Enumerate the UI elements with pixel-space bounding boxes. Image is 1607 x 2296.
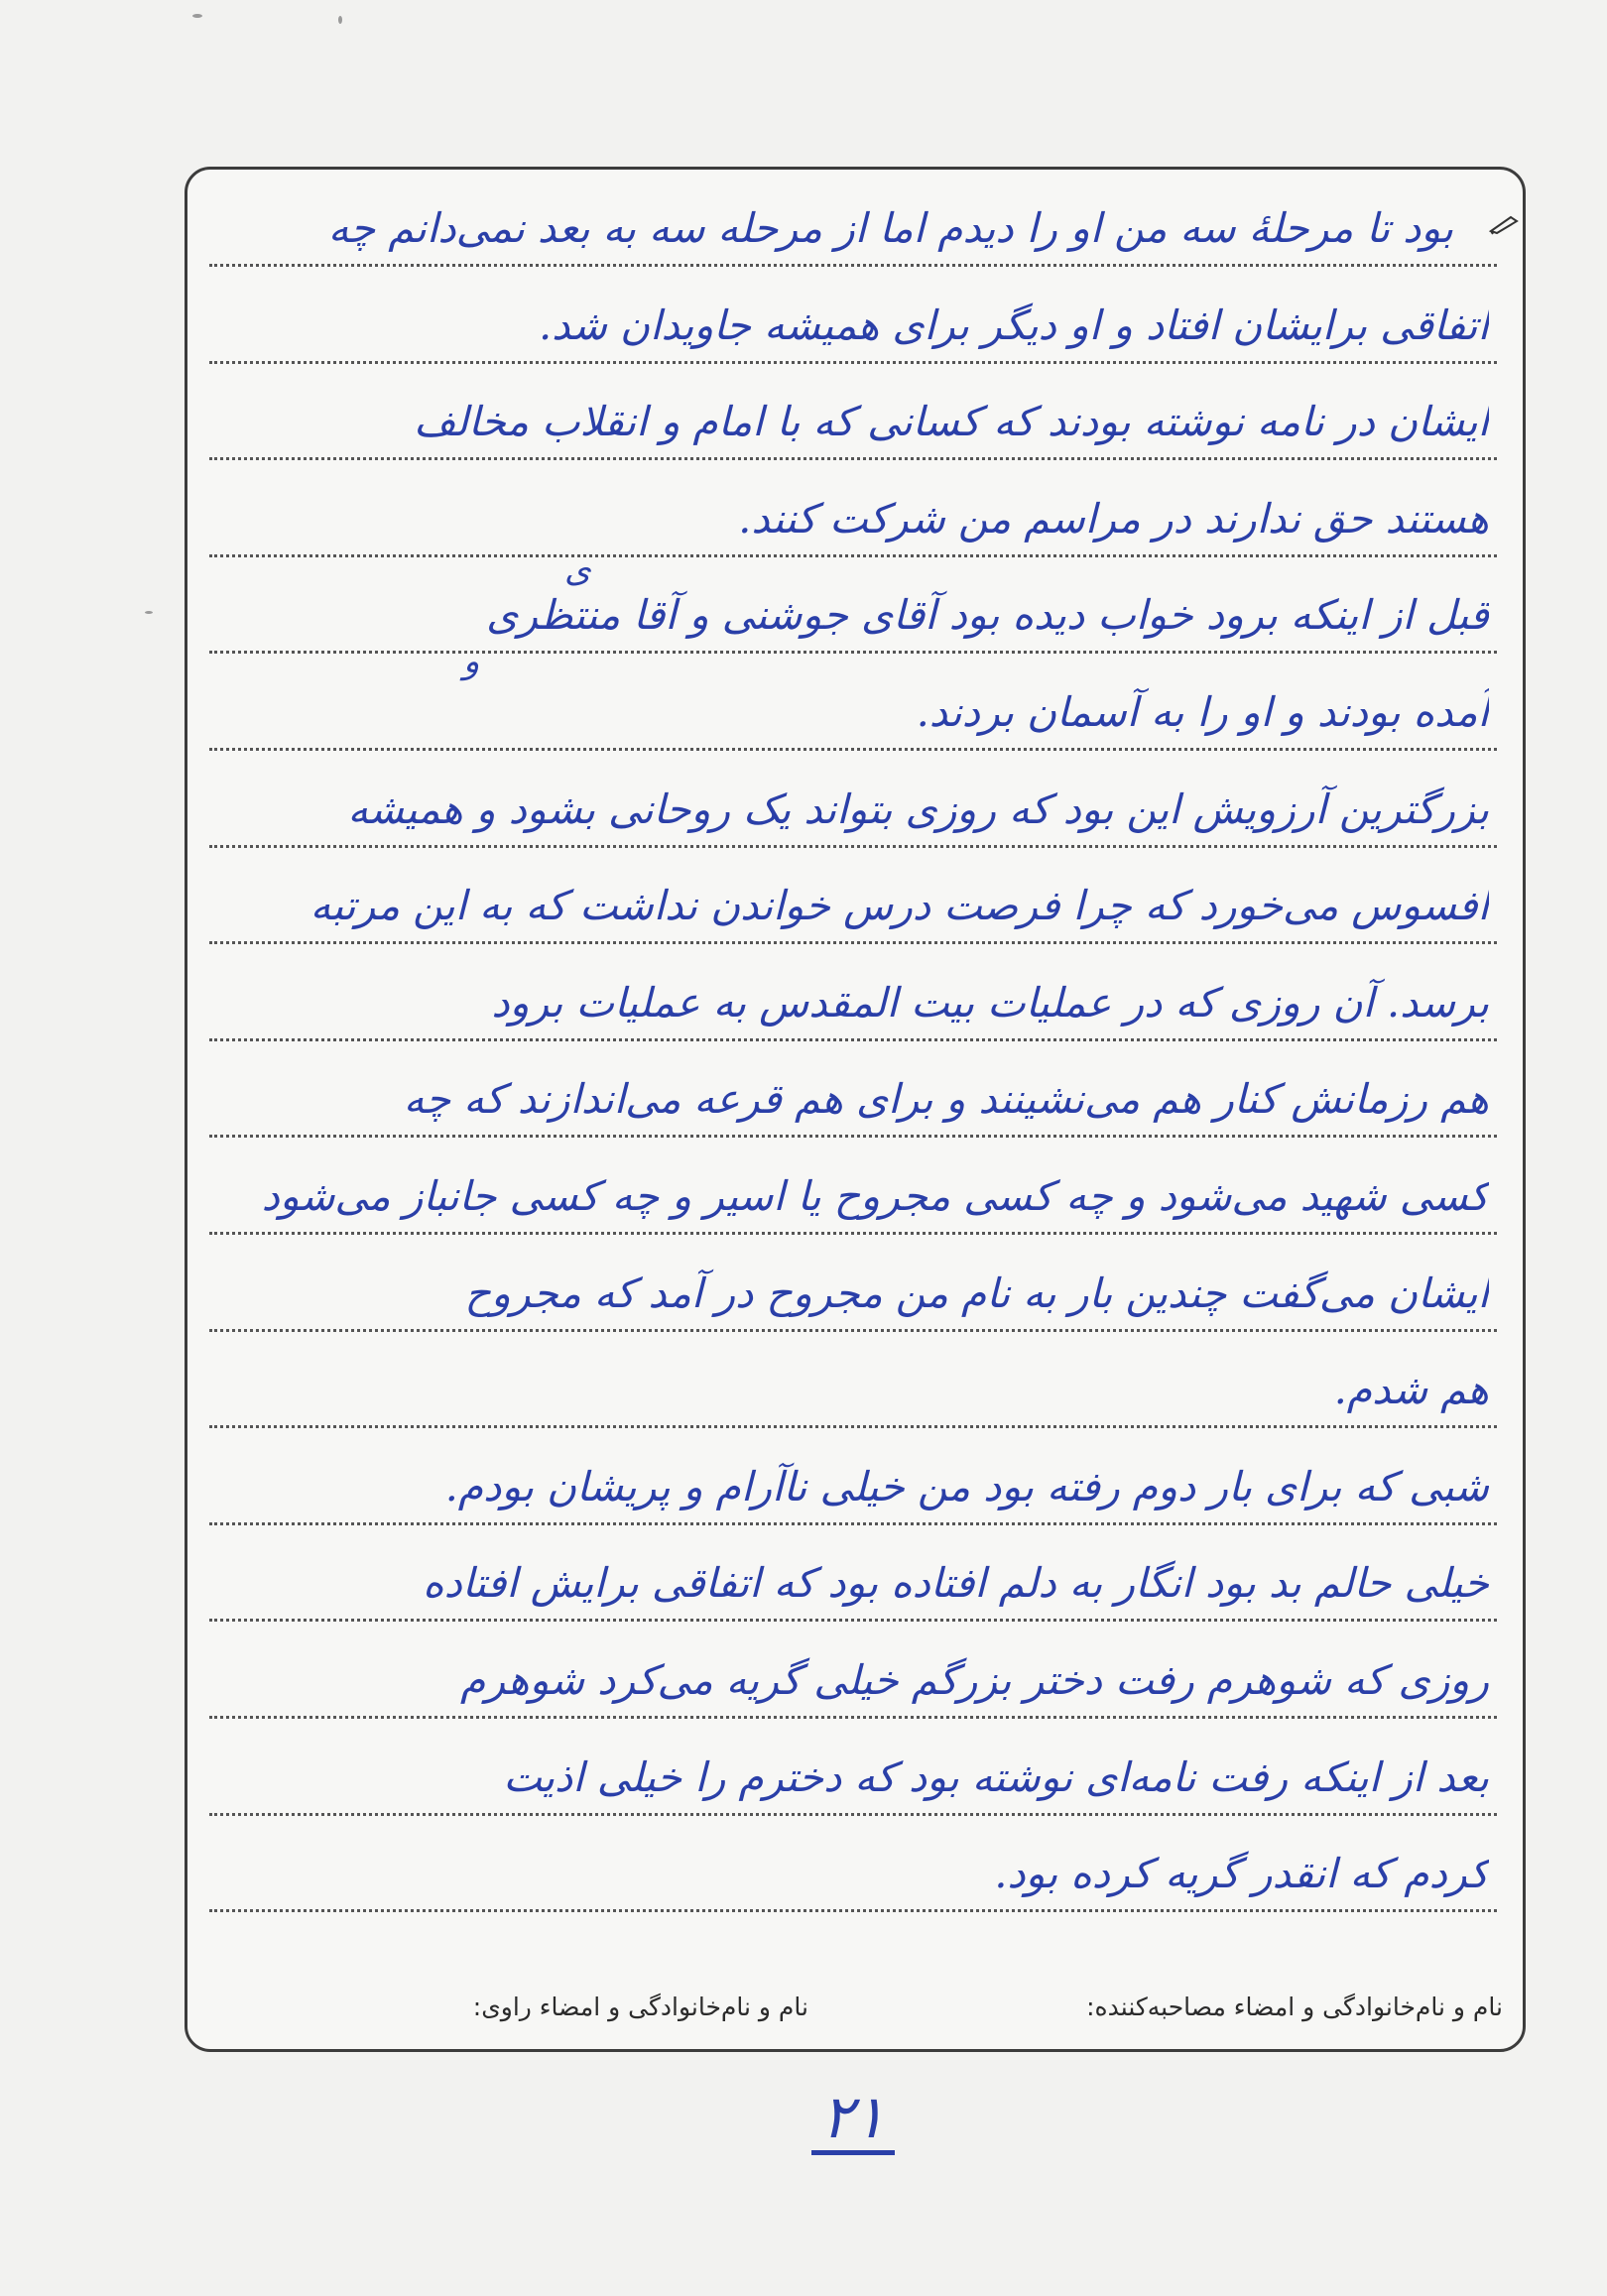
ruled-line (209, 1538, 1497, 1622)
ruled-line (209, 1054, 1497, 1138)
handwritten-line-text: برسد. آن روزی که در عملیات بیت المقدس به عملیات برود (491, 978, 1489, 1027)
ruled-line (209, 377, 1497, 460)
handwritten-line-text: ایشان می‌گفت چندین بار به نام من مجروح در آمد که مجروح (464, 1269, 1489, 1317)
ruled-line (209, 1635, 1497, 1719)
handwritten-line-text: هستند حق ندارند در مراسم من شرکت کنند. (738, 494, 1489, 543)
handwritten-line-text: هم شدم. (1333, 1366, 1489, 1414)
ruled-line (209, 1345, 1497, 1428)
pen-icon (1489, 213, 1519, 235)
ruled-line (209, 1151, 1497, 1235)
ruled-line (209, 765, 1497, 848)
handwritten-line-text: هم رزمانش کنار هم می‌نشینند و برای هم قرعه می‌اندازند که چه (403, 1075, 1489, 1124)
handwritten-line-text: کسی شهید می‌شود و چه کسی مجروح یا اسیر و چه کسی جانباز می‌شود (261, 1172, 1489, 1220)
handwritten-line-text: آمده بودند و او را به آسمان بردند. (916, 688, 1489, 736)
ruled-line (209, 1442, 1497, 1525)
insert-mark: و (463, 642, 480, 681)
ruled-line (209, 958, 1497, 1041)
scan-speck (192, 14, 202, 18)
page-number: ۲۱ (811, 2085, 895, 2155)
ruled-line (209, 1249, 1497, 1332)
ruled-line (209, 1829, 1497, 1912)
handwritten-line-text: خیلی حالم بد بود انگار به دلم افتاده بود که اتفاقی برایش افتاده (423, 1559, 1489, 1608)
ruled-line (209, 1733, 1497, 1816)
interview-form-frame (185, 167, 1526, 2052)
narrator-signature-label: نام و نام‌خانوادگی و امضاء راوی: (472, 1993, 808, 2021)
ruled-line (209, 861, 1497, 944)
insert-mark: ی (564, 550, 591, 590)
handwritten-line-text: اتفاقی برایشان افتاد و او دیگر برای همیشه جاویدان شد. (539, 301, 1489, 349)
handwritten-line-text: ایشان در نامه نوشته بودند که کسانی که با امام و انقلاب مخالف (414, 398, 1489, 446)
signature-footer (207, 1993, 1503, 2036)
handwritten-line-text: شبی که برای بار دوم رفته بود من خیلی ناآرام و پریشان بودم. (444, 1462, 1489, 1511)
handwritten-line-text: روزی که شوهرم رفت دختر بزرگم خیلی گریه می‌کرد شوهرم (459, 1656, 1489, 1704)
scan-speck (145, 611, 153, 614)
handwritten-line-text: بعد از اینکه رفت نامه‌ای نوشته بود که دخترم را خیلی اذیت (503, 1752, 1489, 1801)
handwritten-line-text: کردم که انقدر گریه کرده بود. (994, 1850, 1489, 1898)
ruled-line (209, 281, 1497, 364)
ruled-line (209, 570, 1497, 654)
ruled-line (209, 474, 1497, 557)
interviewer-signature-label: نام و نام‌خانوادگی و امضاء مصاحبه‌کننده: (1086, 1993, 1503, 2021)
scan-speck (338, 16, 342, 24)
handwritten-line-text: بود تا مرحلهٔ سه من او را دیدم اما از مرحله سه به بعد نمی‌دانم چه (327, 204, 1453, 252)
handwritten-line-text: قبل از اینکه برود خواب دیده بود آقای جوشنی و آقا منتظری (486, 591, 1489, 640)
ruled-line (209, 667, 1497, 751)
handwritten-line-text: افسوس می‌خورد که چرا فرصت درس خواندن نداشت که به این مرتبه (309, 882, 1489, 930)
handwritten-line-text: بزرگترین آرزویش این بود که روزی بتواند یک روحانی بشود و همیشه (347, 785, 1489, 833)
ruled-line (209, 183, 1497, 267)
